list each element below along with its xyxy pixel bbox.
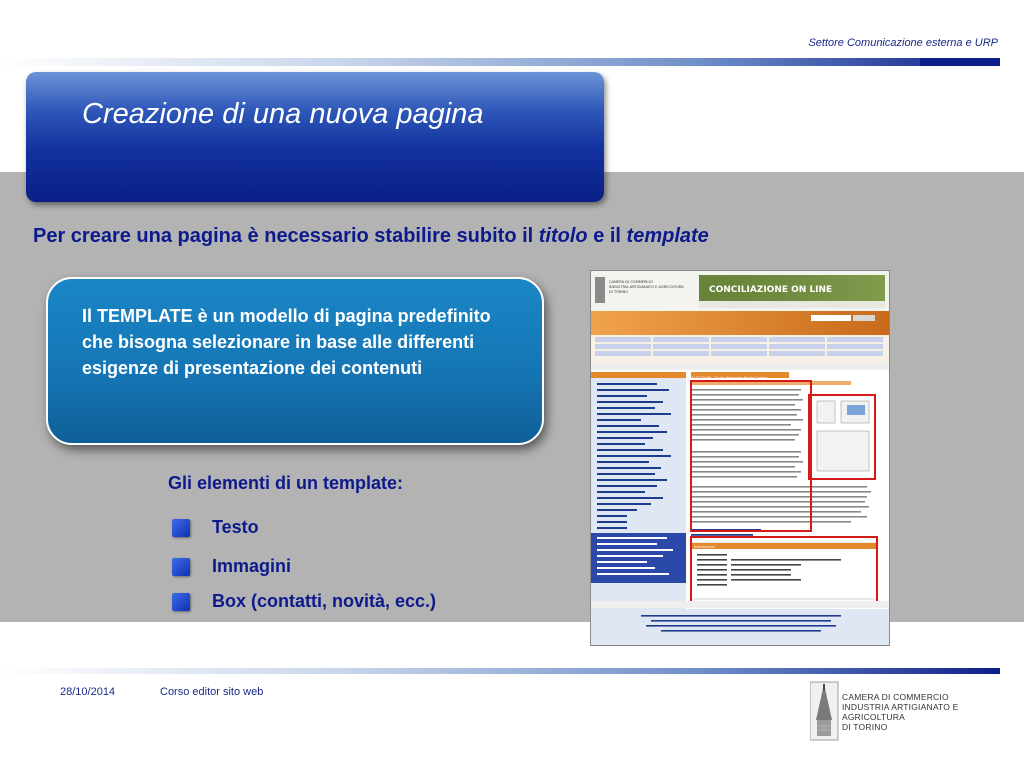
list-item-label: Testo: [212, 517, 259, 537]
template-screenshot: [590, 270, 890, 646]
title-panel: [26, 72, 604, 202]
chamber-logo: [810, 680, 1010, 742]
list-item-images: [172, 556, 291, 577]
list-item-label: Box (contatti, novità, ecc.): [212, 591, 437, 611]
list-item-label: Immagini: [212, 556, 292, 576]
subtitle-prefix: Per creare una pagina è necessario stabilire subito il: [33, 225, 539, 247]
list-item-text: [172, 517, 259, 538]
bottom-divider: [0, 668, 1000, 674]
slide-subtitle: [33, 225, 709, 248]
template-definition-text: Il TEMPLATE è un modello di pagina predefinito che bisogna selezionare in base alle differenti esigenze di presentazione dei contenuti: [82, 306, 491, 378]
slide-title: Creazione di una nuova pagina: [82, 98, 484, 130]
preview-box-heading: Informazioni: [694, 545, 716, 549]
svg-text:CAMERA DI COMMERCIO: CAMERA DI COMMERCIO: [609, 280, 653, 284]
banner-text: CONCILIAZIONE ON LINE: [709, 285, 833, 295]
list-item-boxes: [172, 591, 436, 612]
svg-text:DI TORINO: DI TORINO: [609, 290, 629, 294]
subtitle-term-titolo: titolo: [538, 225, 588, 247]
footer-course: Corso editor sito web: [160, 686, 264, 698]
footer-date: 28/10/2014: [60, 686, 116, 698]
top-divider: [0, 58, 1000, 66]
chamber-logo-text: [842, 692, 1010, 732]
mole-antonelliana-icon: [810, 680, 840, 742]
logo-line-3: DI TORINO: [842, 722, 888, 732]
section-header: Settore Comunicazione esterna e URP: [808, 37, 998, 49]
subtitle-middle: e il: [587, 225, 627, 247]
logo-line-1: CAMERA DI COMMERCIO: [842, 692, 949, 702]
square-bullet-icon: [172, 558, 190, 576]
svg-text:INDUSTRIA ARTIGIANATO E AGRICO: INDUSTRIA ARTIGIANATO E AGRICOLTURA: [609, 285, 684, 289]
subtitle-term-template: template: [626, 225, 709, 247]
preview-page-heading: 01/02/2006 - Torino Piemonte Media Center: [691, 376, 768, 380]
website-preview-image: [591, 271, 889, 645]
square-bullet-icon: [172, 519, 190, 537]
logo-line-2: INDUSTRIA ARTIGIANATO E AGRICOLTURA: [842, 702, 959, 722]
square-bullet-icon: [172, 593, 190, 611]
elements-heading: Gli elementi di un template:: [168, 473, 404, 493]
template-definition-box: [46, 277, 544, 445]
